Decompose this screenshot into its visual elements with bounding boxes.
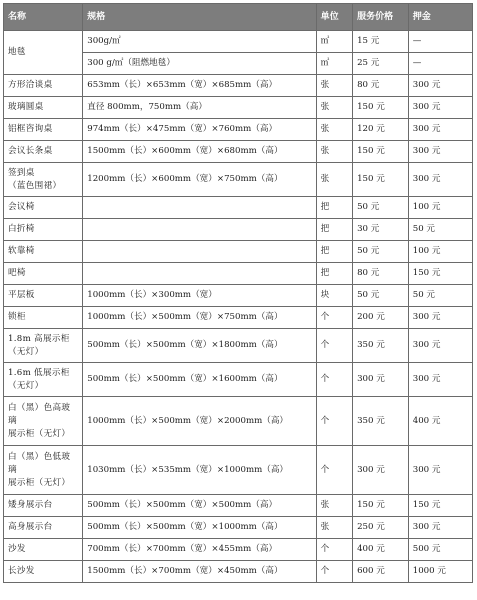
- table-row: [4, 285, 473, 307]
- table-row: [4, 263, 473, 285]
- cell-fee: 150 元: [353, 141, 409, 163]
- cell-unit: 个: [316, 307, 352, 329]
- cell-name: 地毯: [4, 31, 83, 75]
- header-deposit: 押金: [408, 4, 472, 31]
- table-row: [4, 495, 473, 517]
- cell-deposit: 500 元: [408, 539, 472, 561]
- header-spec: 规格: [83, 4, 316, 31]
- cell-deposit: 300 元: [408, 446, 472, 495]
- cell-fee: 15 元: [353, 31, 409, 53]
- furniture-rental-price-table: [3, 3, 473, 583]
- cell-spec: 直径 800mm，750mm（高）: [83, 97, 316, 119]
- cell-fee: 350 元: [353, 397, 409, 446]
- cell-deposit: 300 元: [408, 97, 472, 119]
- price-table-page: [3, 3, 473, 598]
- cell-unit: 张: [316, 97, 352, 119]
- table-row: [4, 197, 473, 219]
- table-row: [4, 163, 473, 197]
- cell-deposit: 300 元: [408, 141, 472, 163]
- table-row: [4, 517, 473, 539]
- cell-name: 长沙发: [4, 561, 83, 583]
- cell-spec: 500mm（长）×500mm（宽）×1800mm（高）: [83, 329, 316, 363]
- cell-fee: 50 元: [353, 285, 409, 307]
- cell-name: 白折椅: [4, 219, 83, 241]
- cell-unit: 把: [316, 219, 352, 241]
- cell-deposit: 100 元: [408, 241, 472, 263]
- cell-spec: [83, 219, 316, 241]
- table-row: [4, 329, 473, 363]
- cell-fee: 50 元: [353, 197, 409, 219]
- cell-unit: ㎡: [316, 31, 352, 53]
- cell-name: 方形洽谈桌: [4, 75, 83, 97]
- cell-name: 会议椅: [4, 197, 83, 219]
- table-row: [4, 363, 473, 397]
- cell-deposit: —: [408, 53, 472, 75]
- cell-unit: 个: [316, 329, 352, 363]
- cell-name: 玻璃圆桌: [4, 97, 83, 119]
- header-name: 名称: [4, 4, 83, 31]
- table-row: [4, 75, 473, 97]
- cell-unit: 个: [316, 397, 352, 446]
- cell-unit: 张: [316, 495, 352, 517]
- cell-spec: 653mm（长）×653mm（宽）×685mm（高）: [83, 75, 316, 97]
- cell-fee: 80 元: [353, 75, 409, 97]
- cell-fee: 150 元: [353, 97, 409, 119]
- cell-spec: 1200mm（长）×600mm（宽）×750mm（高）: [83, 163, 316, 197]
- table-row: [4, 561, 473, 583]
- cell-spec: 500mm（长）×500mm（宽）×1000mm（高）: [83, 517, 316, 539]
- cell-deposit: 300 元: [408, 517, 472, 539]
- table-row: [4, 241, 473, 263]
- cell-deposit: 300 元: [408, 363, 472, 397]
- cell-fee: 30 元: [353, 219, 409, 241]
- cell-fee: 80 元: [353, 263, 409, 285]
- cell-spec: [83, 263, 316, 285]
- cell-deposit: 300 元: [408, 307, 472, 329]
- table-row: [4, 141, 473, 163]
- cell-spec: 1030mm（长）×535mm（宽）×1000mm（高）: [83, 446, 316, 495]
- cell-name: 吧椅: [4, 263, 83, 285]
- cell-name: 签到桌 （蓝色围裙）: [4, 163, 83, 197]
- cell-unit: 个: [316, 446, 352, 495]
- table-row: [4, 307, 473, 329]
- cell-unit: 张: [316, 141, 352, 163]
- cell-deposit: 50 元: [408, 219, 472, 241]
- cell-unit: 张: [316, 119, 352, 141]
- header-unit: 单位: [316, 4, 352, 31]
- cell-fee: 400 元: [353, 539, 409, 561]
- cell-name: 沙发: [4, 539, 83, 561]
- table-row: [4, 31, 473, 53]
- cell-fee: 25 元: [353, 53, 409, 75]
- cell-unit: 个: [316, 363, 352, 397]
- cell-spec: 1500mm（长）×700mm（宽）×450mm（高）: [83, 561, 316, 583]
- cell-name: 1.6m 低展示柜 （无灯）: [4, 363, 83, 397]
- cell-unit: 个: [316, 561, 352, 583]
- cell-fee: 300 元: [353, 446, 409, 495]
- cell-name: 矮身展示台: [4, 495, 83, 517]
- cell-spec: 500mm（长）×500mm（宽）×1600mm（高）: [83, 363, 316, 397]
- cell-spec: 700mm（长）×700mm（宽）×455mm（高）: [83, 539, 316, 561]
- cell-deposit: 150 元: [408, 263, 472, 285]
- table-row: [4, 219, 473, 241]
- cell-deposit: 300 元: [408, 75, 472, 97]
- table-row: [4, 397, 473, 446]
- cell-spec: 974mm（长）×475mm（宽）×760mm（高）: [83, 119, 316, 141]
- cell-spec: 1000mm（长）×500mm（宽）×2000mm（高）: [83, 397, 316, 446]
- table-row: [4, 446, 473, 495]
- cell-unit: ㎡: [316, 53, 352, 75]
- cell-deposit: —: [408, 31, 472, 53]
- cell-spec: 1500mm（长）×600mm（宽）×680mm（高）: [83, 141, 316, 163]
- cell-unit: 把: [316, 241, 352, 263]
- cell-name: 平层板: [4, 285, 83, 307]
- cell-name: 铝框咨询桌: [4, 119, 83, 141]
- cell-name: 会议长条桌: [4, 141, 83, 163]
- cell-fee: 350 元: [353, 329, 409, 363]
- cell-deposit: 400 元: [408, 397, 472, 446]
- cell-unit: 块: [316, 285, 352, 307]
- table-header-row: [4, 4, 473, 31]
- table-row: [4, 539, 473, 561]
- cell-name: 软靠椅: [4, 241, 83, 263]
- cell-spec: 300 g/㎡（阻燃地毯）: [83, 53, 316, 75]
- cell-name: 白（黑）色高玻璃 展示柜（无灯）: [4, 397, 83, 446]
- cell-unit: 张: [316, 517, 352, 539]
- cell-spec: [83, 197, 316, 219]
- table-row: [4, 97, 473, 119]
- cell-spec: 300g/㎡: [83, 31, 316, 53]
- cell-fee: 50 元: [353, 241, 409, 263]
- cell-fee: 600 元: [353, 561, 409, 583]
- cell-unit: 把: [316, 197, 352, 219]
- cell-name: 锁柜: [4, 307, 83, 329]
- cell-name: 高身展示台: [4, 517, 83, 539]
- cell-spec: 1000mm（长）×300mm（宽）: [83, 285, 316, 307]
- table-row: [4, 119, 473, 141]
- cell-spec: [83, 241, 316, 263]
- cell-deposit: 1000 元: [408, 561, 472, 583]
- cell-fee: 120 元: [353, 119, 409, 141]
- cell-spec: 1000mm（长）×500mm（宽）×750mm（高）: [83, 307, 316, 329]
- cell-fee: 300 元: [353, 363, 409, 397]
- cell-spec: 500mm（长）×500mm（宽）×500mm（高）: [83, 495, 316, 517]
- cell-name: 1.8m 高展示柜 （无灯）: [4, 329, 83, 363]
- cell-unit: 张: [316, 75, 352, 97]
- cell-unit: 张: [316, 163, 352, 197]
- cell-fee: 150 元: [353, 163, 409, 197]
- cell-unit: 个: [316, 539, 352, 561]
- cell-fee: 200 元: [353, 307, 409, 329]
- cell-deposit: 300 元: [408, 163, 472, 197]
- cell-name: 白（黑）色低玻璃 展示柜（无灯）: [4, 446, 83, 495]
- cell-fee: 250 元: [353, 517, 409, 539]
- cell-unit: 把: [316, 263, 352, 285]
- cell-deposit: 50 元: [408, 285, 472, 307]
- cell-deposit: 150 元: [408, 495, 472, 517]
- cell-deposit: 300 元: [408, 119, 472, 141]
- cell-deposit: 100 元: [408, 197, 472, 219]
- cell-deposit: 300 元: [408, 329, 472, 363]
- cell-fee: 150 元: [353, 495, 409, 517]
- header-fee: 服务价格: [353, 4, 409, 31]
